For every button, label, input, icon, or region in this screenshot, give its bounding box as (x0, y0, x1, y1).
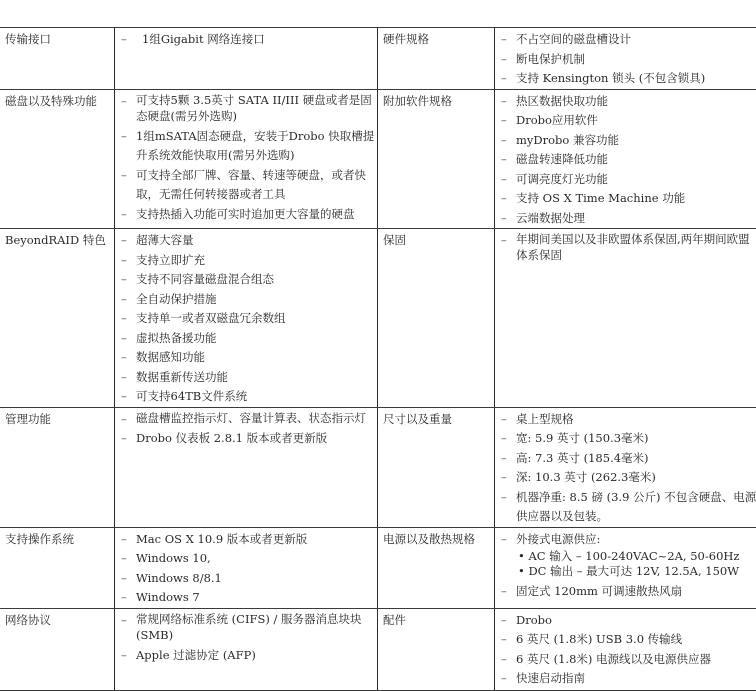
list-item: – 不占空间的磁盘槽设计 (501, 30, 756, 50)
spec-values-hardware (495, 28, 756, 90)
spec-row-os (0, 527, 756, 608)
spec-label-accessories: 配件 (378, 608, 495, 690)
list-item: – 磁盘转速降低功能 (501, 150, 756, 170)
list-item: – 高: 7.3 英寸 (185.4毫米) (501, 449, 756, 469)
list-item: – 可支持5颗 3.5英寸 SATA II/III 硬盘或者是固态硬盘(需另外选购) (121, 92, 377, 127)
list-item: – 常规网络标准系统 (CIFS) / 服务器消息块块(SMB) (121, 611, 377, 646)
dash-bullet-icon: – (501, 611, 507, 631)
list-item: – 可支持全部厂牌、容量、转速等硬盘，或者快取，无需任何转接器或者工具 (121, 166, 377, 205)
list-item: – Mac OS X 10.9 版本或者更新版 (121, 530, 377, 550)
spec-values-transfer (115, 28, 378, 90)
list-item: – 可调亮度灯光功能 (501, 170, 756, 190)
spec-values-management (115, 407, 378, 527)
spec-table (0, 27, 756, 691)
dash-bullet-icon: – (501, 92, 507, 112)
dash-bullet-icon: – (121, 251, 127, 271)
list-item: – 支持不同容量磁盘混合组态 (121, 270, 377, 290)
list-item: – 超薄大容量 (121, 231, 377, 251)
dash-bullet-icon: – (501, 582, 507, 602)
power-sub-item-ac: • AC 输入 – 100-240VAC~2A, 50-60Hz (516, 549, 756, 564)
dash-bullet-icon: – (121, 611, 127, 631)
dash-bullet-icon: – (121, 92, 127, 112)
spec-values-warranty (495, 229, 756, 408)
dash-bullet-icon: – (121, 387, 127, 407)
dash-bullet-icon: – (121, 530, 127, 550)
list-item: – 支持立即扩充 (121, 251, 377, 271)
dash-bullet-icon: – (501, 650, 507, 670)
spec-values-network (115, 608, 378, 690)
list-item: – 断电保护机制 (501, 50, 756, 70)
list-item: – 全自动保护措施 (121, 290, 377, 310)
list-item: – 1组Gigabit 网络连接口 (121, 30, 377, 50)
dash-bullet-icon: – (121, 410, 127, 430)
dash-bullet-icon: – (121, 309, 127, 329)
list-item: – Windows 8/8.1 (121, 569, 377, 589)
spec-row-beyondraid (0, 229, 756, 408)
list-item: – 磁盘槽监控指示灯、容量计算表、状态指示灯 (121, 410, 377, 429)
spec-label-beyondraid: BeyondRAID 特色 (0, 229, 115, 408)
spec-values-dimensions (495, 407, 756, 527)
list-item: – 云端数据处理 (501, 209, 756, 229)
list-item: – 可支持64TB文件系统 (121, 387, 377, 407)
spec-label-dimensions: 尺寸以及重量 (378, 407, 495, 527)
list-item: – 支持 Kensington 锁头 (不包含锁具) (501, 69, 756, 89)
spec-values-beyondraid (115, 229, 378, 408)
dash-bullet-icon: – (501, 69, 507, 89)
dash-bullet-icon: – (501, 170, 507, 190)
list-item: – 6 英尺 (1.8米) 电源线以及电源供应器 (501, 650, 756, 670)
list-item: – Windows 7 (121, 588, 377, 608)
list-item: – 支持 OS X Time Machine 功能 (501, 189, 756, 209)
dash-bullet-icon: – (121, 270, 127, 290)
spec-label-management: 管理功能 (0, 407, 115, 527)
spec-values-software (495, 89, 756, 229)
dash-bullet-icon: – (121, 368, 127, 388)
list-item: – Windows 10, (121, 549, 377, 569)
dash-bullet-icon: – (501, 111, 507, 131)
list-item: – myDrobo 兼容功能 (501, 131, 756, 151)
dash-bullet-icon: – (121, 348, 127, 368)
dash-bullet-icon: – (501, 189, 507, 209)
spec-label-transfer: 传输接口 (0, 28, 115, 90)
list-item: – 快速启动指南 (501, 669, 756, 689)
dash-bullet-icon: – (121, 127, 127, 147)
list-item: – 年期间美国以及非欧盟体系保固,两年期间欧盟体系保固 (501, 231, 756, 266)
list-item: – 支持单一或者双磁盘冗余数组 (121, 309, 377, 329)
spec-label-power: 电源以及散热规格 (378, 527, 495, 608)
list-item: – Drobo 仪表板 2.8.1 版本或者更新版 (121, 429, 377, 449)
dash-bullet-icon: – (121, 549, 127, 569)
dash-bullet-icon: – (501, 131, 507, 151)
list-item: – 深: 10.3 英寸 (262.3毫米) (501, 468, 756, 488)
spec-label-network: 网络协议 (0, 608, 115, 690)
spec-values-os (115, 527, 378, 608)
list-item: – 外接式电源供应: • AC 输入 – 100-240VAC~2A, 50-60Hz • DC 输出 – 最大可达 12V, 12.5A, 150W (501, 530, 756, 583)
list-item: – 支持热插入功能可实时追加更大容量的硬盘 (121, 205, 377, 225)
list-item: – Drobo应用软件 (501, 111, 756, 131)
dash-bullet-icon: – (121, 588, 127, 608)
spec-label-warranty: 保固 (378, 229, 495, 408)
spec-label-disk: 磁盘以及特殊功能 (0, 89, 115, 229)
spec-values-disk (115, 89, 378, 229)
list-item: – 机器净重: 8.5 磅 (3.9 公斤) 不包含硬盘、电源供应器以及包装。 (501, 488, 756, 527)
list-item: – Apple 过滤协定 (AFP) (121, 646, 377, 666)
spec-row-network (0, 608, 756, 690)
spec-label-os: 支持操作系统 (0, 527, 115, 608)
dash-bullet-icon: – (121, 569, 127, 589)
dash-bullet-icon: – (501, 209, 507, 229)
dash-bullet-icon: – (121, 290, 127, 310)
dash-bullet-icon: – (121, 205, 127, 225)
list-item: – 数据重新传送功能 (121, 368, 377, 388)
spec-row-disk (0, 89, 756, 229)
list-item: – 数据感知功能 (121, 348, 377, 368)
list-item: – 虚拟热备援功能 (121, 329, 377, 349)
dash-bullet-icon: – (501, 410, 507, 430)
list-item: – 宽: 5.9 英寸 (150.3毫米) (501, 429, 756, 449)
dash-bullet-icon: – (501, 429, 507, 449)
spec-label-software: 附加软件规格 (378, 89, 495, 229)
dash-bullet-icon: – (501, 488, 507, 508)
dash-bullet-icon: – (501, 530, 507, 550)
list-item: – 固定式 120mm 可调速散热风扇 (501, 582, 756, 602)
list-item: – 热区数据快取功能 (501, 92, 756, 112)
list-item: – Drobo (501, 611, 756, 631)
list-item: – 1组mSATA固态硬盘，安装于Drobo 快取槽提升系统效能快取用(需另外选购) (121, 127, 377, 166)
dash-bullet-icon: – (121, 329, 127, 349)
list-item: – 6 英尺 (1.8米) USB 3.0 传输线 (501, 630, 756, 650)
dash-bullet-icon: – (501, 468, 507, 488)
spec-row-management (0, 407, 756, 527)
dash-bullet-icon: – (501, 449, 507, 469)
spec-values-power (495, 527, 756, 608)
dash-bullet-icon: – (121, 166, 127, 186)
dash-bullet-icon: – (121, 429, 127, 449)
list-item: – 桌上型规格 (501, 410, 756, 430)
spec-row-transfer (0, 28, 756, 90)
dash-bullet-icon: – (121, 231, 127, 251)
dash-bullet-icon: – (501, 50, 507, 70)
spec-label-hardware: 硬件规格 (378, 28, 495, 90)
dash-bullet-icon: – (501, 630, 507, 650)
dash-bullet-icon: – (121, 646, 127, 666)
dash-bullet-icon: – (501, 150, 507, 170)
dash-bullet-icon: – (501, 669, 507, 689)
power-sub-item-dc: • DC 输出 – 最大可达 12V, 12.5A, 150W (516, 564, 756, 582)
dash-bullet-icon: – (501, 30, 507, 50)
spec-values-accessories (495, 608, 756, 690)
dash-bullet-icon: – (121, 30, 127, 50)
dash-bullet-icon: – (501, 231, 507, 251)
